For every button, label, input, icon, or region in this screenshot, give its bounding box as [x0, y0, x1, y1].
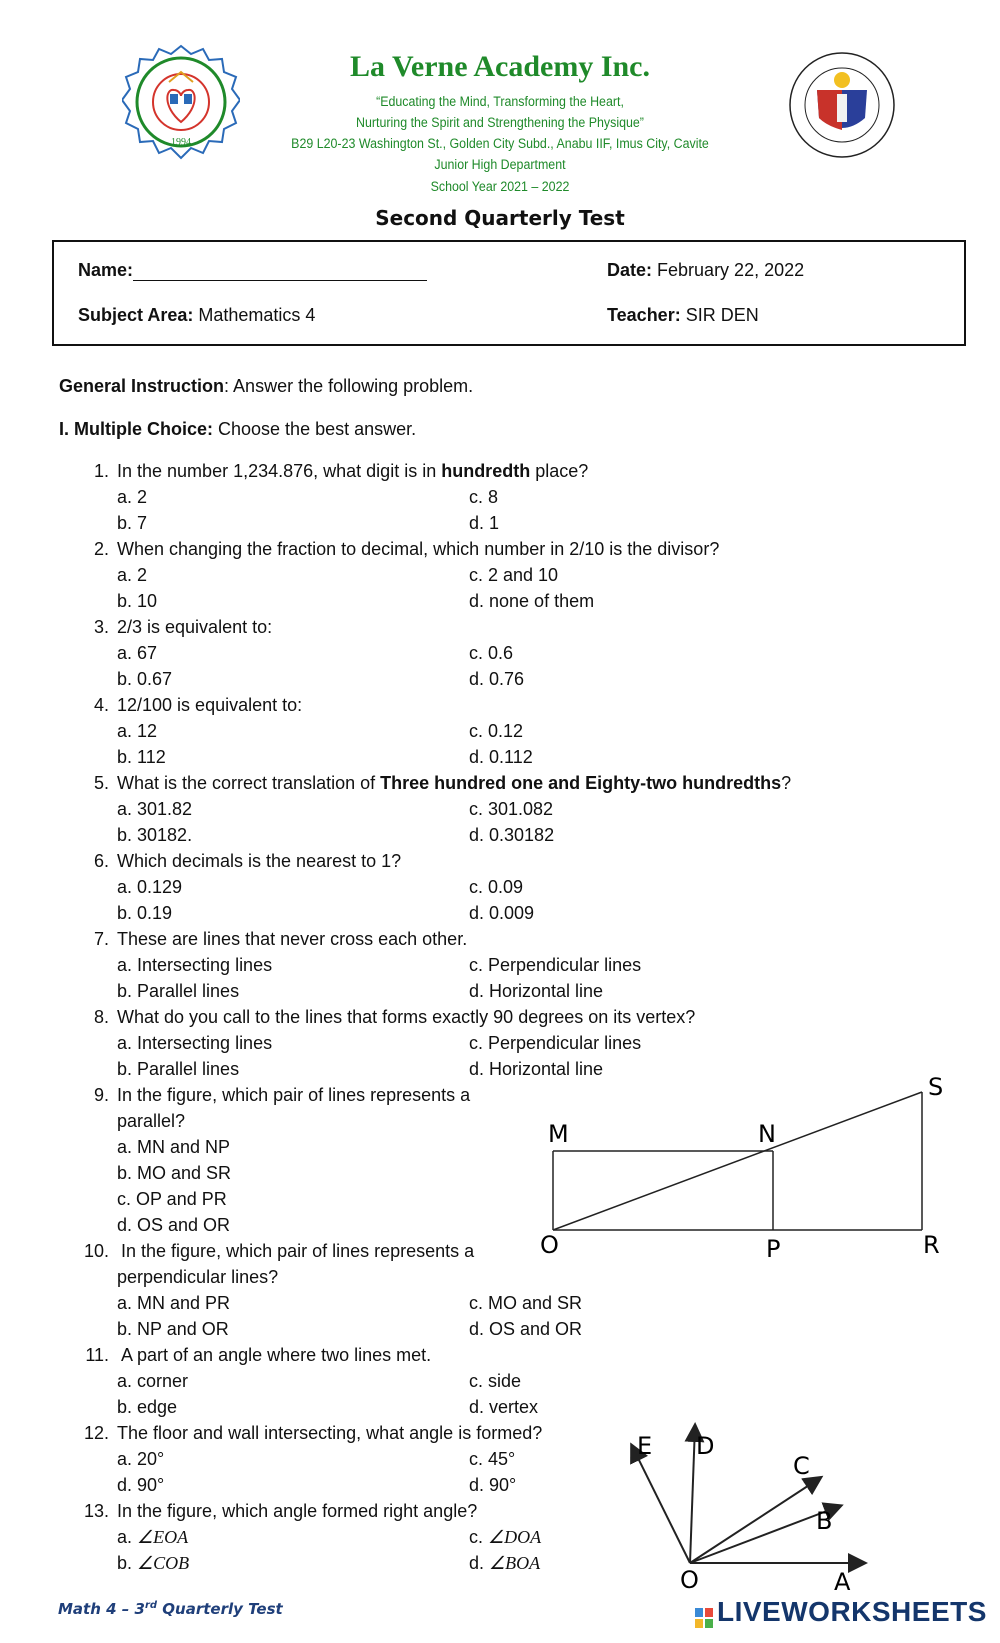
point-o-label: O: [540, 1231, 559, 1259]
choice-d[interactable]: d. 0.76: [469, 669, 525, 689]
point-b-label: B: [816, 1507, 833, 1535]
choice-a[interactable]: a. 67: [117, 643, 158, 663]
question-text-cont: perpendicular lines?: [117, 1267, 279, 1287]
motto-line-1: “Educating the Mind, Transforming the Heart,: [376, 94, 624, 109]
ray-oe: [632, 1446, 690, 1563]
choice-c[interactable]: c. 0.09: [469, 877, 524, 897]
choice-d[interactable]: d. 0.009: [469, 903, 535, 923]
choice-c[interactable]: c. 45°: [469, 1449, 516, 1469]
choice-a[interactable]: a. 12: [117, 721, 158, 741]
choice-d[interactable]: d. vertex: [469, 1397, 539, 1417]
choice-c[interactable]: c. 0.12: [469, 721, 524, 741]
question-11: [83, 1342, 963, 1368]
choice-b[interactable]: b. 10: [117, 591, 158, 611]
choice-a[interactable]: a. Intersecting lines: [117, 955, 273, 975]
general-instruction-label: General Instruction: [59, 376, 225, 396]
segment-os: [553, 1092, 922, 1230]
school-address: B29 L20-23 Washington St., Golden City Subd., Anabu IIF, Imus City, Cavite: [291, 136, 709, 151]
liveworksheets-brand: LIVEWORKSHEETS: [717, 1596, 987, 1627]
choice-c[interactable]: c. 0.6: [469, 643, 514, 663]
point-r-label: R: [923, 1231, 940, 1259]
question-text: These are lines that never cross each other.: [117, 929, 468, 949]
choice-a[interactable]: a. 301.82: [117, 799, 193, 819]
general-instruction-text: : Answer the following problem.: [224, 376, 474, 396]
point-c-label: C: [793, 1452, 810, 1480]
question-number: 10.: [83, 1241, 109, 1261]
keyword: hundredth: [441, 461, 531, 481]
question-2: [83, 536, 963, 562]
name-blank-line[interactable]: [133, 260, 427, 281]
lines-figure: [530, 1060, 950, 1260]
question-text: In the figure, which angle formed right angle?: [117, 1501, 478, 1521]
choice-a[interactable]: a. MN and PR: [117, 1293, 231, 1313]
part-one-text: Choose the best answer.: [213, 419, 417, 439]
choice-b[interactable]: d. 90°: [117, 1475, 165, 1495]
motto-line-2: Nurturing the Spirit and Strengthening the Physique”: [356, 115, 644, 130]
question-number: 8.: [93, 1007, 109, 1027]
date-field: [607, 260, 804, 281]
choice-c[interactable]: c. side: [469, 1371, 522, 1391]
question-number: 4.: [93, 695, 109, 715]
question-text: In the figure, which pair of lines represents a: [117, 1085, 471, 1105]
part-one-label: I. Multiple Choice:: [59, 419, 214, 439]
question-text: When changing the fraction to decimal, which number in 2/10 is the divisor?: [117, 539, 720, 559]
point-o-label: O: [680, 1566, 699, 1593]
choice-b[interactable]: b. 0.19: [117, 903, 173, 923]
question-text: The floor and wall intersecting, what angle is formed?: [117, 1423, 543, 1443]
question-10: [83, 1238, 523, 1264]
general-instruction: [59, 373, 473, 399]
choice-c[interactable]: c. OP and PR: [117, 1189, 227, 1209]
school-name: La Verne Academy Inc.: [350, 50, 650, 83]
angles-figure: [600, 1418, 900, 1593]
date-value: February 22, 2022: [657, 260, 805, 280]
choice-c[interactable]: c. ∠DOA: [469, 1527, 542, 1547]
part-one-instruction: [59, 416, 416, 442]
point-p-label: P: [766, 1235, 781, 1260]
choice-b[interactable]: b. 112: [117, 747, 166, 767]
question-4: [83, 692, 963, 718]
question-12: [83, 1420, 643, 1446]
choice-a[interactable]: a. 0.129: [117, 877, 183, 897]
choice-b[interactable]: b. NP and OR: [117, 1319, 229, 1339]
question-number: 13.: [83, 1501, 109, 1521]
choice-d[interactable]: d. 1: [469, 513, 500, 533]
liveworksheets-logo-icon: [695, 1608, 713, 1628]
choice-d[interactable]: d. Horizontal line: [469, 1059, 604, 1079]
choice-c[interactable]: c. 2 and 10: [469, 565, 559, 585]
choice-a[interactable]: a. corner: [117, 1371, 189, 1391]
date-label: Date:: [607, 260, 653, 280]
student-info-box: [52, 240, 966, 346]
choice-d[interactable]: d. none of them: [469, 591, 595, 611]
choice-b[interactable]: b. MO and SR: [117, 1163, 232, 1183]
question-number: 3.: [93, 617, 109, 637]
question-number: 11.: [85, 1345, 109, 1365]
subject-value: Mathematics 4: [198, 305, 316, 325]
subject-field: [78, 305, 315, 326]
point-n-label: N: [758, 1120, 776, 1148]
choice-c[interactable]: c. MO and SR: [469, 1293, 583, 1313]
ray-od: [690, 1426, 695, 1563]
question-5: 5. What is the correct translation of Three hundred one and Eighty-two hundredths?: [83, 770, 963, 796]
question-8: [83, 1004, 963, 1030]
keyword: Three hundred one and Eighty-two hundredths: [380, 773, 782, 793]
question-text: A part of an angle where two lines met.: [121, 1345, 432, 1365]
question-text: What do you call to the lines that forms exactly 90 degrees on its vertex?: [117, 1007, 696, 1027]
question-number: 2.: [93, 539, 109, 559]
point-a-label: A: [834, 1568, 851, 1593]
choice-d[interactable]: d. Horizontal line: [469, 981, 604, 1001]
teacher-value: SIR DEN: [685, 305, 759, 325]
question-text-cont: parallel?: [117, 1111, 186, 1131]
choice-b[interactable]: b. edge: [117, 1397, 178, 1417]
question-number: 6.: [93, 851, 109, 871]
point-m-label: M: [548, 1120, 569, 1148]
department: Junior High Department: [434, 157, 566, 172]
choice-b[interactable]: b. ∠COB: [117, 1553, 190, 1573]
teacher-label: Teacher:: [607, 305, 681, 325]
choice-d[interactable]: d. 0.30182: [469, 825, 555, 845]
teacher-field: [607, 305, 759, 326]
name-label: Name:: [78, 260, 134, 280]
point-e-label: E: [637, 1432, 653, 1460]
question-7: [83, 926, 963, 952]
choice-a[interactable]: a. ∠EOA: [117, 1527, 189, 1547]
point-d-label: D: [696, 1432, 715, 1460]
choice-a[interactable]: a. 2: [117, 487, 148, 507]
question-text: 12/100 is equivalent to:: [117, 695, 303, 715]
subject-label: Subject Area:: [78, 305, 194, 325]
choice-c[interactable]: c. Perpendicular lines: [469, 1033, 642, 1053]
svg-text:1994: 1994: [171, 137, 191, 148]
point-s-label: S: [928, 1073, 944, 1101]
choice-b[interactable]: b. 0.67: [117, 669, 173, 689]
footer-test-label: Math 4 – 3rd Quarterly Test: [58, 1600, 283, 1618]
question-number: 9.: [93, 1085, 109, 1105]
choice-b[interactable]: b. 7: [117, 513, 148, 533]
choice-d[interactable]: d. OS and OR: [117, 1215, 231, 1235]
choice-b[interactable]: b. 30182.: [117, 825, 193, 845]
choice-c[interactable]: c. 8: [469, 487, 499, 507]
question-6: [83, 848, 963, 874]
name-field[interactable]: [78, 260, 427, 281]
choice-d[interactable]: d. OS and OR: [469, 1319, 583, 1339]
question-3: [83, 614, 963, 640]
question-number: 7.: [93, 929, 109, 949]
choice-b[interactable]: b. Parallel lines: [117, 1059, 240, 1079]
question-text: 2/3 is equivalent to:: [117, 617, 273, 637]
choice-c[interactable]: c. Perpendicular lines: [469, 955, 642, 975]
choice-d[interactable]: d. 90°: [469, 1475, 517, 1495]
choice-c[interactable]: c. 301.082: [469, 799, 554, 819]
test-title: Second Quarterly Test: [375, 206, 625, 230]
choice-a[interactable]: a. 2: [117, 565, 148, 585]
question-9: [83, 1082, 523, 1108]
question-number: 12.: [83, 1423, 109, 1443]
choice-a[interactable]: a. MN and NP: [117, 1137, 231, 1157]
question-text: Which decimals is the nearest to 1?: [117, 851, 402, 871]
question-13: [83, 1498, 643, 1524]
question-1: 1. In the number 1,234.876, what digit is in hundredth place?: [83, 458, 963, 484]
question-text: In the figure, which pair of lines represents a: [121, 1241, 475, 1261]
choice-d[interactable]: d. ∠BOA: [469, 1553, 541, 1573]
question-number: 1.: [93, 461, 109, 481]
question-number: 5.: [93, 773, 109, 793]
choice-a[interactable]: a. Intersecting lines: [117, 1033, 273, 1053]
choice-d[interactable]: d. 0.112: [469, 747, 533, 767]
choice-a[interactable]: a. 20°: [117, 1449, 165, 1469]
choice-b[interactable]: b. Parallel lines: [117, 981, 240, 1001]
school-year: School Year 2021 – 2022: [430, 179, 570, 194]
